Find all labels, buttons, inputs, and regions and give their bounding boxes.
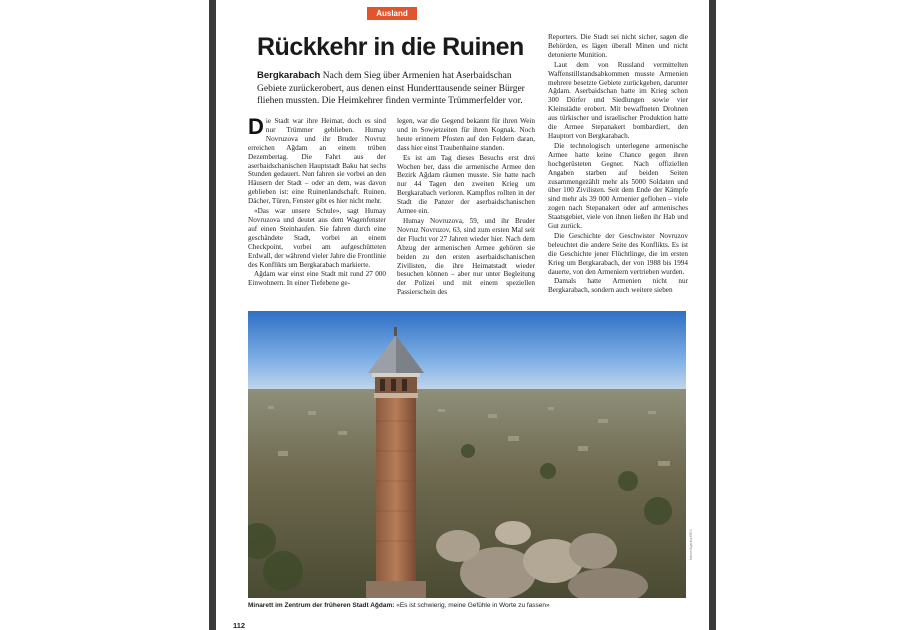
photo-credit: Name/Agentur/REX xyxy=(689,529,693,560)
article-paragraph: Laut dem von Russland vermittelten Waffenstillstandsabkommen musste Armenien mehrere besetzte Gebiete zurückgeben, darunter Ağdam. Aserbaidschan hatte im Krieg schon 300 Dörfer und Siedlungen sowie vier Kleinstädte erobert. Mit bewaffneten Drohnen aus türkischer und israelischer Produktion hatte die Armee Stepanakert bombardiert, den Hauptort von Bergkarabach. xyxy=(548,60,688,140)
article-paragraph: Die technologisch unterlegene armenische Armee hatte keine Chance gegen ihren hochgerüsteten Gegner. Nach offiziellen Angaben starben auf beiden Seiten zusammengezählt mehr als 5000 Soldaten und über 100 Zivilisten. Seit dem Ende der Kämpfe sind mehr als 39 000 Armenier geflohen – viele zogen nach Stepanakert oder auf armenisches Staatsgebiet, viele von ihnen ließen ihr Hab und Gut zurück. xyxy=(548,141,688,231)
article-paragraph: Die Stadt war ihre Heimat, doch es sind nur Trümmer geblieben. Humay Novruzova und ihr Bruder Novruz erreichen Ağdam an einem trüben Dezembertag. Die Fahrt aus der aserbaidschanischen Hauptstadt Baku hat sechs Stunden gedauert. Nun fahren sie vorbei an den Häusern der Stadt – oder an dem, was davon geblieben ist: eine Ruinenlandschaft. Ruinen. Dächer, Türen, Fenster gibt es hier nicht mehr. xyxy=(248,117,386,206)
article-column-2 xyxy=(397,117,535,299)
article-paragraph: Reporters. Die Stadt sei nicht sicher, sagen die Behörden, es lägen überall Minen und nicht detonierte Munition. xyxy=(548,33,688,59)
article-paragraph: Damals hatte Armenien nicht nur Bergkarabach, sondern auch weitere sieben xyxy=(548,277,688,295)
article-paragraph: Ağdam war einst eine Stadt mit rund 27 000 Einwohnern. In einer Tiefebene ge- xyxy=(248,270,386,288)
article-paragraph: «Das war unsere Schule», sagt Humay Novruzova und deutet aus dem Wagenfenster auf einen Steinhaufen. Sie fahren durch eine geschändete Stadt, vorbei an einem Checkpoint, vorbei am aufgeschütteten Erdwall, der während vieler Jahre die Frontlinie des Konflikts um Bergkarabach markierte. xyxy=(248,207,386,269)
minaret-photo xyxy=(248,311,686,598)
article-column-1 xyxy=(248,117,386,299)
dropcap: D xyxy=(248,117,264,139)
article-paragraph: Es ist am Tag dieses Besuchs erst drei Wochen her, dass die armenische Armee den Bezirk Ağdam räumen musste. Sie hatte nach nur 44 Tagen den zweiten Krieg um Bergkarabach verloren. Kampflos rollten in der Stadt die Panzer der aserbaidschanischen Armee ein. xyxy=(397,153,535,216)
headline: Rückkehr in die Ruinen xyxy=(257,33,524,61)
article-paragraph: Humay Novruzova, 59, und ihr Bruder Novruz Novruzov, 63, sind zum ersten Mal seit der Flucht vor 27 Jahren wieder hier. Nach dem Abzug der armenischen Armee gehören sie beiden zu den ersten aserbaidschanischen Zivilisten, die ihre Heimatstadt wieder besuchen können – aber nur unter Begleitung der Polizei und mit einem speziellen Passierschein des xyxy=(397,216,535,297)
lead-dateline: Bergkarabach xyxy=(257,70,321,81)
viewer-left-border xyxy=(209,0,216,630)
lead-text: Nach dem Sieg über Armenien hat Aserbaidschan Gebiete zurückerobert, aus denen einst Hunderttausende seiner Bürger fliehen mussten. Die Heimkehrer finden verminte Trümmerfelder vor. xyxy=(257,71,525,106)
photo-caption xyxy=(248,602,688,609)
lead-paragraph xyxy=(257,70,535,108)
article-paragraph: Die Geschichte der Geschwister Novruzov beleuchtet die andere Seite des Konflikts. Es ist die Geschichte jener Flüchtlinge, die im ersten Krieg um Bergkarabach, der von 1988 bis 1994 dauerte, von den Armeniern vertrieben wurden. xyxy=(548,231,688,276)
article-paragraph: legen, war die Gegend bekannt für ihren Wein und in Sowjetzeiten für ihren Kognak. Noch heute erinnern Pfosten auf den Feldern daran, dass hier einst Traubenhaine standen. xyxy=(397,117,535,152)
page-number: 112 xyxy=(233,621,246,630)
caption-text: «Es ist schwierig, meine Gefühle in Worte zu fassen» xyxy=(396,602,550,609)
caption-bold: Minarett im Zentrum der früheren Stadt Ağdam: xyxy=(248,602,395,609)
article-column-3 xyxy=(548,33,688,299)
viewer-right-border xyxy=(709,0,716,630)
section-tag: Ausland xyxy=(367,7,417,20)
